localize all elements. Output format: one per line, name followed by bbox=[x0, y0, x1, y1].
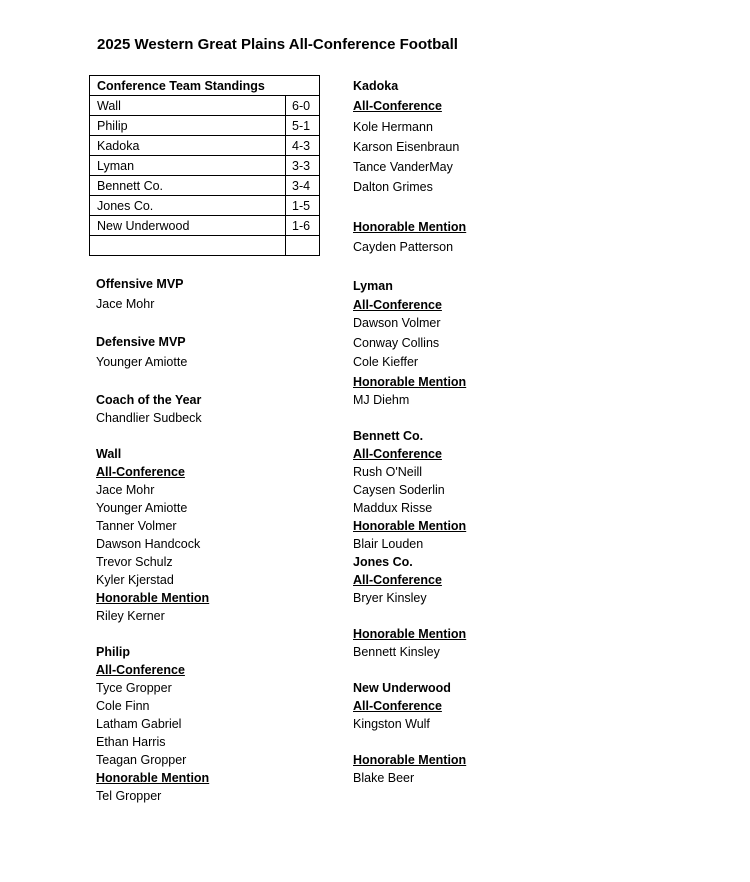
honorable-mention-heading: Honorable Mention bbox=[96, 591, 210, 605]
offensive-mvp-name: Jace Mohr bbox=[96, 297, 155, 311]
record-cell: 4-3 bbox=[286, 136, 320, 156]
team-heading-bennett: Bennett Co. bbox=[353, 429, 424, 443]
coach-label: Coach of the Year bbox=[96, 393, 202, 407]
honorable-mention-heading: Honorable Mention bbox=[353, 375, 467, 389]
table-header-row bbox=[90, 76, 320, 96]
player-name: Bryer Kinsley bbox=[353, 591, 427, 605]
player-name: Kyler Kjerstad bbox=[96, 573, 174, 587]
record-cell: 1-6 bbox=[286, 216, 320, 236]
team-cell: New Underwood bbox=[90, 216, 286, 236]
all-conference-heading: All-Conference bbox=[353, 99, 442, 113]
team-cell: Kadoka bbox=[90, 136, 286, 156]
team-heading-philip: Philip bbox=[96, 645, 131, 659]
all-conference-heading: All-Conference bbox=[96, 663, 185, 677]
page-title: 2025 Western Great Plains All-Conference Football bbox=[97, 36, 458, 53]
player-name: Bennett Kinsley bbox=[353, 645, 440, 659]
standings-table bbox=[89, 75, 320, 256]
player-name: Blake Beer bbox=[353, 771, 415, 785]
player-name: Cole Kieffer bbox=[353, 355, 419, 369]
record-cell: 1-5 bbox=[286, 196, 320, 216]
table-row bbox=[90, 196, 320, 216]
team-heading-lyman: Lyman bbox=[353, 279, 393, 293]
player-name: Maddux Risse bbox=[353, 501, 433, 515]
record-cell: 3-3 bbox=[286, 156, 320, 176]
honorable-mention-heading: Honorable Mention bbox=[353, 627, 467, 641]
player-name: Ethan Harris bbox=[96, 735, 166, 749]
all-conference-heading: All-Conference bbox=[96, 465, 185, 479]
player-name: Cole Finn bbox=[96, 699, 150, 713]
honorable-mention-heading: Honorable Mention bbox=[353, 519, 467, 533]
all-conference-heading: All-Conference bbox=[353, 298, 442, 312]
all-conference-heading: All-Conference bbox=[353, 699, 442, 713]
team-cell: Bennett Co. bbox=[90, 176, 286, 196]
team-cell: Lyman bbox=[90, 156, 286, 176]
record-cell: 5-1 bbox=[286, 116, 320, 136]
player-name: Tyce Gropper bbox=[96, 681, 172, 695]
honorable-mention-heading: Honorable Mention bbox=[96, 771, 210, 785]
all-conference-heading: All-Conference bbox=[353, 447, 442, 461]
team-heading-jones: Jones Co. bbox=[353, 555, 413, 569]
team-heading-new-underwood: New Underwood bbox=[353, 681, 451, 695]
player-name: Dalton Grimes bbox=[353, 180, 433, 194]
defensive-mvp-name: Younger Amiotte bbox=[96, 355, 188, 369]
player-name: Dawson Volmer bbox=[353, 316, 441, 330]
player-name: Trevor Schulz bbox=[96, 555, 173, 569]
player-name: Jace Mohr bbox=[96, 483, 155, 497]
player-name: Rush O'Neill bbox=[353, 465, 423, 479]
table-row bbox=[90, 96, 320, 116]
team-cell: Philip bbox=[90, 116, 286, 136]
record-cell: 3-4 bbox=[286, 176, 320, 196]
honorable-mention-heading: Honorable Mention bbox=[353, 753, 467, 767]
coach-name: Chandlier Sudbeck bbox=[96, 411, 202, 425]
player-name: Karson Eisenbraun bbox=[353, 140, 460, 154]
honorable-mention-heading: Honorable Mention bbox=[353, 220, 467, 234]
offensive-mvp-label: Offensive MVP bbox=[96, 277, 184, 291]
table-row bbox=[90, 216, 320, 236]
player-name: Riley Kerner bbox=[96, 609, 165, 623]
player-name: Tel Gropper bbox=[96, 789, 162, 803]
player-name: Tanner Volmer bbox=[96, 519, 177, 533]
player-name: Teagan Gropper bbox=[96, 753, 187, 767]
record-cell: 6-0 bbox=[286, 96, 320, 116]
team-cell: Wall bbox=[90, 96, 286, 116]
player-name: Cayden Patterson bbox=[353, 240, 454, 254]
team-cell: Jones Co. bbox=[90, 196, 286, 216]
table-row bbox=[90, 156, 320, 176]
player-name: Dawson Handcock bbox=[96, 537, 201, 551]
standings-header: Conference Team Standings bbox=[90, 76, 320, 96]
player-name: Younger Amiotte bbox=[96, 501, 188, 515]
table-row bbox=[90, 136, 320, 156]
table-row bbox=[90, 116, 320, 136]
all-conference-heading: All-Conference bbox=[353, 573, 442, 587]
player-name: Tance VanderMay bbox=[353, 160, 453, 174]
defensive-mvp-label: Defensive MVP bbox=[96, 335, 186, 349]
record-cell bbox=[286, 236, 320, 256]
player-name: Latham Gabriel bbox=[96, 717, 182, 731]
team-cell bbox=[90, 236, 286, 256]
player-name: MJ Diehm bbox=[353, 393, 410, 407]
team-heading-wall: Wall bbox=[96, 447, 122, 461]
team-heading-kadoka: Kadoka bbox=[353, 79, 399, 93]
table-row bbox=[90, 236, 320, 256]
player-name: Blair Louden bbox=[353, 537, 424, 551]
player-name: Kole Hermann bbox=[353, 120, 433, 134]
player-name: Caysen Soderlin bbox=[353, 483, 445, 497]
table-row bbox=[90, 176, 320, 196]
player-name: Conway Collins bbox=[353, 336, 440, 350]
player-name: Kingston Wulf bbox=[353, 717, 430, 731]
